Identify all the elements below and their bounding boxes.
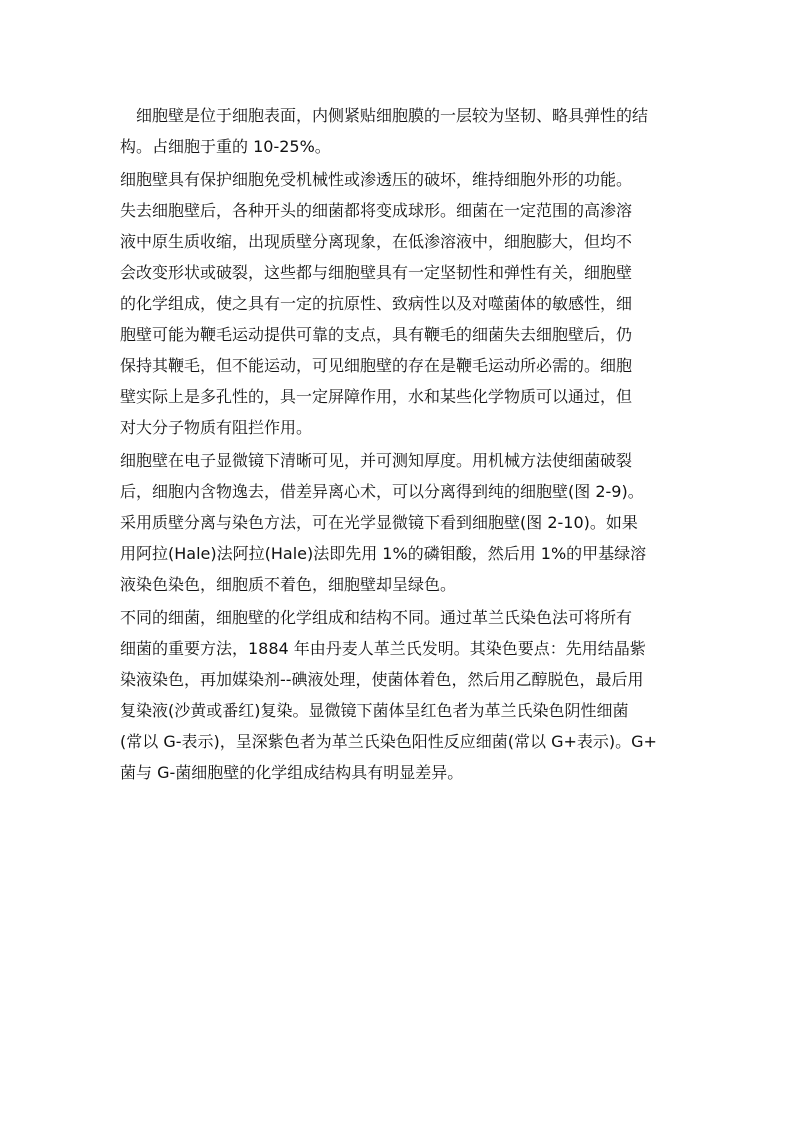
text-line: 壁实际上是多孔性的，具一定屏障作用，水和某些化学物质可以通过，但 [120, 387, 633, 406]
text-line: 不同的细菌，细胞壁的化学组成和结构不同。通过革兰氏染色法可将所有 [120, 608, 633, 627]
text-line: 保持其鞭毛，但不能运动，可见细胞壁的存在是鞭毛运动所必需的。细胞 [120, 356, 633, 375]
text-line: 用阿拉(Hale)法阿拉(Hale)法即先用 1%的磷钼酸，然后用 1%的甲基绿溶 [120, 544, 647, 563]
document-body [120, 100, 683, 788]
text-line: 细胞壁在电子显微镜下清晰可见，并可测知厚度。用机械方法使细菌破裂 [120, 451, 633, 470]
text-line: 构。占细胞于重的 10-25%。 [120, 137, 331, 156]
text-line: (常以 G-表示)，呈深紫色者为革兰氏染色阳性反应细菌(常以 G+表示)。G+ [120, 732, 657, 751]
text-line: 细菌的重要方法，1884 年由丹麦人革兰氏发明。其染色要点：先用结晶紫 [120, 639, 646, 658]
text-line: 对大分子物质有阻拦作用。 [120, 418, 313, 437]
text-line: 复染液(沙黄或番红)复染。显微镜下菌体呈红色者为革兰氏染色阴性细菌 [120, 701, 629, 720]
text-line: 胞壁可能为鞭毛运动提供可靠的支点，具有鞭毛的细菌失去细胞壁后，仍 [120, 325, 633, 344]
text-line: 采用质壁分离与染色方法，可在光学显微镜下看到细胞壁(图 2-10)。如果 [120, 513, 638, 532]
text-line: 液染色染色，细胞质不着色，细胞壁却呈绿色。 [120, 575, 457, 594]
text-line: 会改变形状或破裂，这些都与细胞壁具有一定坚韧性和弹性有关，细胞壁 [120, 263, 633, 282]
text-line: 液中原生质收缩，出现质壁分离现象，在低渗溶液中，细胞膨大，但均不 [120, 232, 633, 251]
text-line: 后，细胞内含物逸去，借差异离心术，可以分离得到纯的细胞壁(图 2-9)。 [120, 482, 644, 501]
text-line: 染液染色，再加媒染剂--碘液处理，使菌体着色，然后用乙醇脱色，最后用 [120, 670, 644, 689]
text-line: 细胞壁是位于细胞表面，内侧紧贴细胞膜的一层较为坚韧、略具弹性的结 [120, 106, 649, 125]
text-line: 细胞壁具有保护细胞免受机械性或渗透压的破坏，维持细胞外形的功能。 [120, 170, 633, 189]
text-line: 失去细胞壁后，各种开头的细菌都将变成球形。细菌在一定范围的高渗溶 [120, 201, 633, 220]
text-line: 的化学组成，使之具有一定的抗原性、致病性以及对噬菌体的敏感性，细 [120, 294, 633, 313]
text-line: 菌与 G-菌细胞壁的化学组成结构具有明显差异。 [120, 763, 464, 782]
